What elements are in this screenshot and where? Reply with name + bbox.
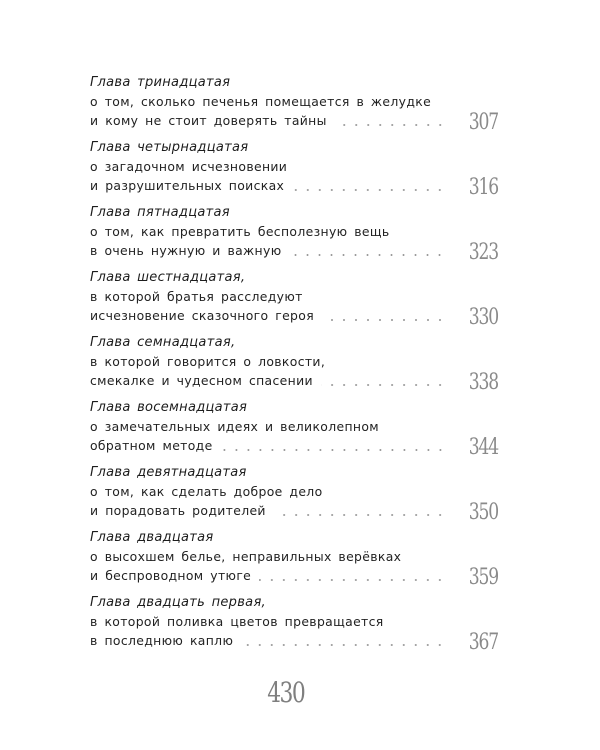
chapter-description-tail: и беспроводном утюге bbox=[90, 568, 252, 583]
page-number[interactable]: 344 bbox=[468, 435, 498, 460]
dot-leader bbox=[221, 449, 446, 451]
page-number[interactable]: 338 bbox=[468, 370, 498, 395]
chapter-description: в которой поливка цветов превращается bbox=[90, 614, 384, 629]
chapter-description-tail: и разрушительных поисках bbox=[90, 178, 285, 193]
dot-leader bbox=[335, 124, 446, 126]
folio-page-number: 430 bbox=[267, 676, 305, 709]
page-folio bbox=[0, 676, 572, 709]
chapter-description: в которой братья расследуют bbox=[90, 289, 303, 304]
toc-entry-chapter-18[interactable] bbox=[90, 398, 498, 463]
chapter-description-last-line bbox=[90, 240, 498, 265]
chapter-description-last-line bbox=[90, 565, 498, 590]
chapter-title: Глава семнадцатая, bbox=[90, 335, 236, 350]
dot-leader bbox=[322, 319, 446, 321]
page-number[interactable]: 350 bbox=[468, 500, 498, 525]
toc-entry-chapter-21[interactable] bbox=[90, 593, 498, 658]
chapter-description-last-line bbox=[90, 630, 498, 655]
chapter-description: о том, как сделать доброе дело bbox=[90, 484, 323, 499]
chapter-title: Глава тринадцатая bbox=[90, 75, 231, 90]
dot-leader bbox=[274, 514, 446, 516]
chapter-description: о загадочном исчезновении bbox=[90, 159, 288, 174]
chapter-description-tail: в очень нужную и важную bbox=[90, 243, 282, 258]
chapter-description-last-line bbox=[90, 175, 498, 200]
dot-leader bbox=[321, 384, 446, 386]
toc-entry-chapter-14[interactable] bbox=[90, 138, 498, 203]
page-number[interactable]: 316 bbox=[468, 175, 498, 200]
toc-entry-chapter-16[interactable] bbox=[90, 268, 498, 333]
page-number[interactable]: 359 bbox=[468, 565, 498, 590]
chapter-description: о том, как превратить бесполезную вещь bbox=[90, 224, 390, 239]
toc-entry-chapter-19[interactable] bbox=[90, 463, 498, 528]
chapter-description-tail: и кому не стоит доверять тайны bbox=[90, 113, 327, 128]
dot-leader bbox=[289, 254, 446, 256]
chapter-description: о том, сколько печенья помещается в желудке bbox=[90, 94, 432, 109]
chapter-description-last-line bbox=[90, 110, 498, 135]
page-number[interactable]: 367 bbox=[468, 630, 498, 655]
chapter-description-last-line bbox=[90, 435, 498, 460]
dot-leader bbox=[259, 579, 446, 581]
chapter-description-last-line bbox=[90, 305, 498, 330]
toc-entry-chapter-20[interactable] bbox=[90, 528, 498, 593]
chapter-description: о высохшем белье, неправильных верёвках bbox=[90, 549, 402, 564]
chapter-description: в которой говорится о ловкости, bbox=[90, 354, 326, 369]
toc-entry-chapter-17[interactable] bbox=[90, 333, 498, 398]
dot-leader bbox=[241, 644, 446, 646]
chapter-title: Глава восемнадцатая bbox=[90, 400, 248, 415]
dot-leader bbox=[292, 189, 446, 191]
chapter-title: Глава пятнадцатая bbox=[90, 205, 230, 220]
toc-entry-chapter-15[interactable] bbox=[90, 203, 498, 268]
chapter-description-tail: в последнюю каплю bbox=[90, 633, 234, 648]
chapter-title: Глава двадцатая bbox=[90, 530, 214, 545]
chapter-description-tail: обратном методе bbox=[90, 438, 213, 453]
page-number[interactable]: 330 bbox=[468, 305, 498, 330]
toc-entry-chapter-13[interactable] bbox=[90, 73, 498, 138]
page-number[interactable]: 323 bbox=[468, 240, 498, 265]
page-number[interactable]: 307 bbox=[468, 110, 498, 135]
chapter-title: Глава девятнадцатая bbox=[90, 465, 247, 480]
table-of-contents bbox=[90, 73, 498, 658]
chapter-description-last-line bbox=[90, 370, 498, 395]
chapter-description-tail: исчезновение сказочного героя bbox=[90, 308, 314, 323]
chapter-title: Глава четырнадцатая bbox=[90, 140, 249, 155]
chapter-description-tail: и порадовать родителей bbox=[90, 503, 266, 518]
chapter-description-last-line bbox=[90, 500, 498, 525]
chapter-description-tail: смекалке и чудесном спасении bbox=[90, 373, 313, 388]
chapter-title: Глава двадцать первая, bbox=[90, 595, 266, 610]
chapter-title: Глава шестнадцатая, bbox=[90, 270, 246, 285]
chapter-description: о замечательных идеях и великолепном bbox=[90, 419, 379, 434]
